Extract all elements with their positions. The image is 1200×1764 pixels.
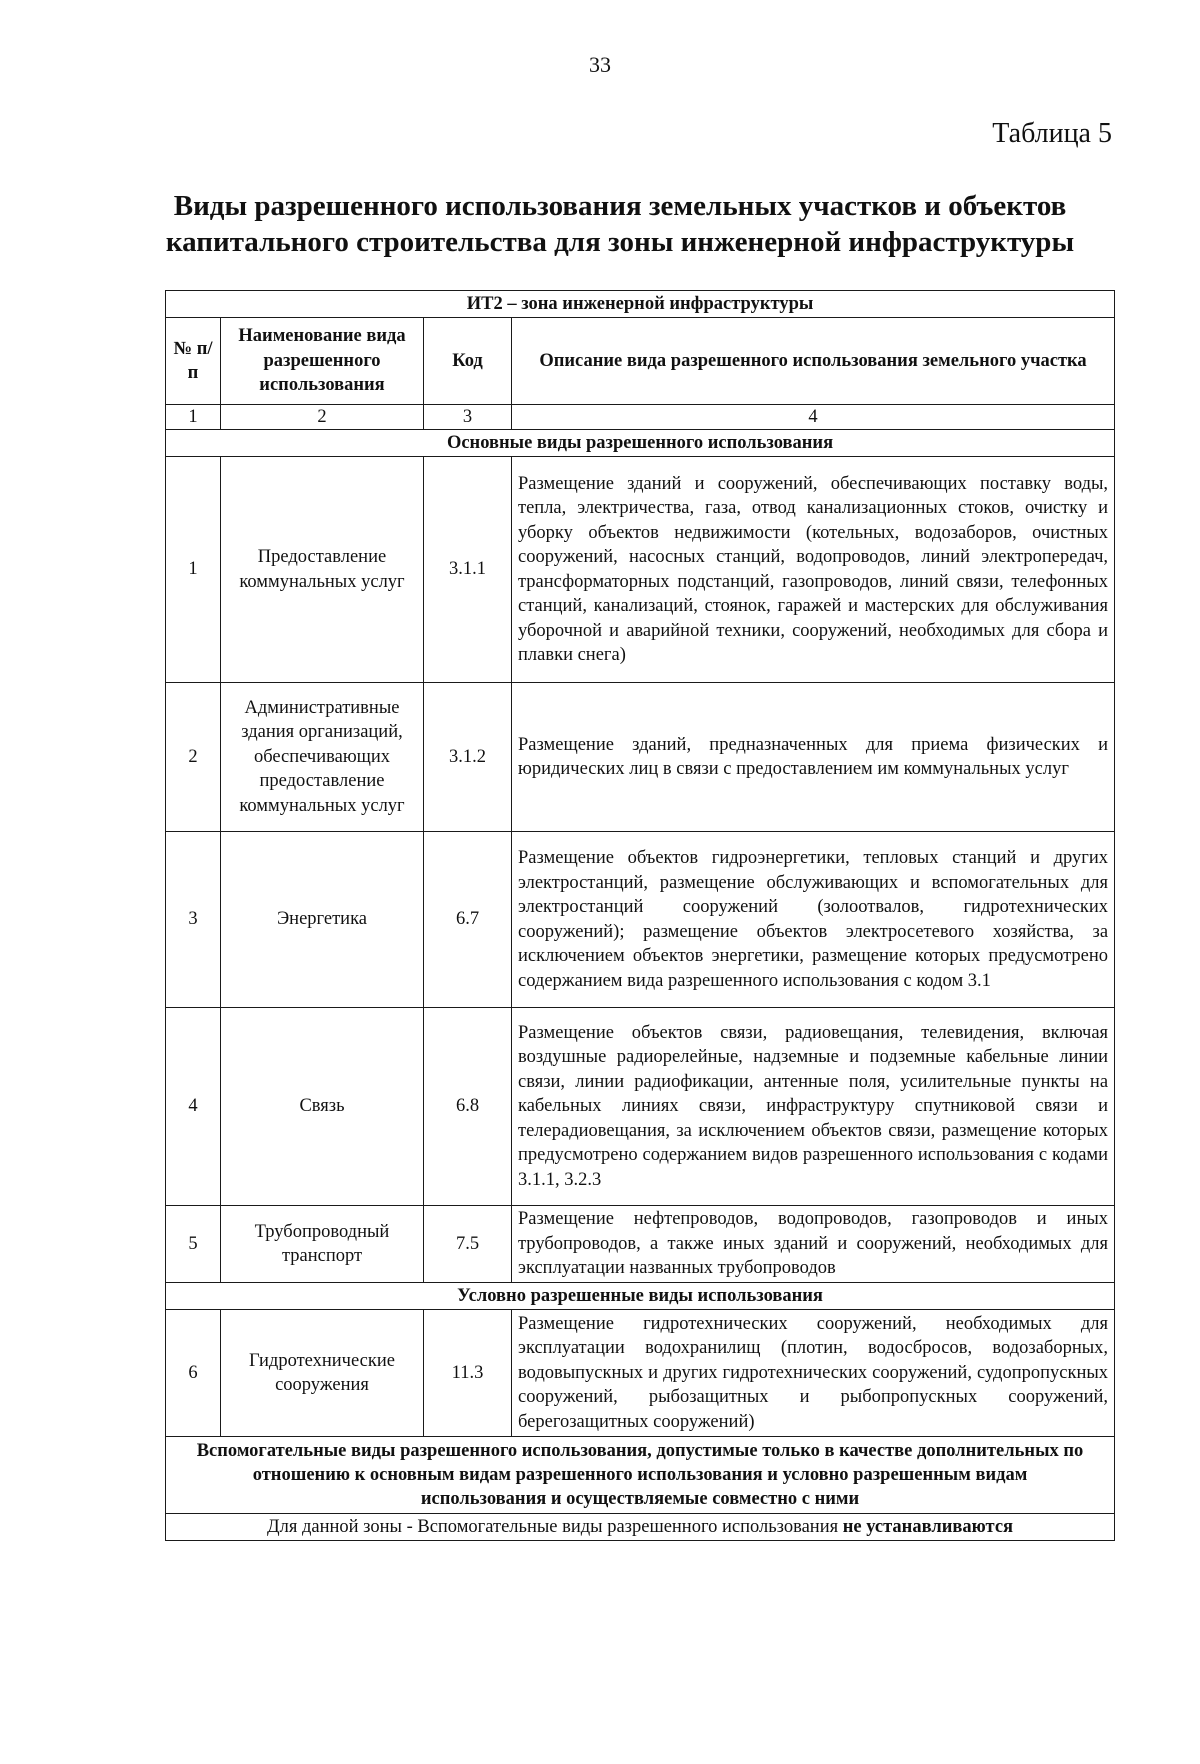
row-num: 6 [166,1310,221,1437]
row-num: 4 [166,1008,221,1206]
auxiliary-note-text: Для данной зоны - Вспомогательные виды разрешенного использования [266,1517,843,1537]
row-code: 3.1.1 [424,457,512,683]
table-row [166,683,1115,832]
row-code: 6.8 [424,1008,512,1206]
table-row [166,1310,1115,1437]
row-description: Размещение гидротехнических сооружений, необходимых для эксплуатации водохранилищ (плотин, водосбросов, водозаборных, водовыпускных и других гидротехнических сооружений, судопропускных сооружений, рыбозащитных и рыбопропускных сооружений, берегозащитных сооружений) [512,1310,1115,1437]
header-code: Код [424,318,512,405]
table-label: Таблица 5 [992,118,1112,149]
row-name: Энергетика [221,832,424,1008]
row-code: 6.7 [424,832,512,1008]
row-num: 5 [166,1206,221,1283]
row-num: 2 [166,683,221,832]
row-num: 3 [166,832,221,1008]
row-name: Гидротехнические сооружения [221,1310,424,1437]
auxiliary-note [166,1514,1115,1541]
section-main: Основные виды разрешенного использования [166,430,1115,457]
header-num: № п/п [166,318,221,405]
column-number: 2 [221,405,424,430]
table-row [166,1008,1115,1206]
title-line-2: капитального строительства для зоны инженерной инфраструктуры [165,226,1075,258]
row-name: Предоставление коммунальных услуг [221,457,424,683]
auxiliary-note-bold: не устанавливаются [842,1517,1014,1537]
header-name: Наименование вида разрешенного использования [221,318,424,405]
page-number: 33 [589,52,611,77]
column-number: 4 [512,405,1115,430]
row-description: Размещение нефтепроводов, водопроводов, газопроводов и иных трубопроводов, а также иных зданий и сооружений, необходимых для эксплуатации названных трубопроводов [512,1206,1115,1283]
row-name: Трубопроводный транспорт [221,1206,424,1283]
row-code: 11.3 [424,1310,512,1437]
row-num: 1 [166,457,221,683]
row-code: 7.5 [424,1206,512,1283]
table-row [166,832,1115,1008]
row-description: Размещение зданий и сооружений, обеспечивающих поставку воды, тепла, электричества, газа, отвод канализационных стоков, очистку и уборку объектов недвижимости (котельных, водозаборов, очистных сооружений, насосных станций, водопроводов, линий электропередач, трансформаторных подстанций, газопроводов, линий связи, телефонных станций, канализаций, стоянок, гаражей и мастерских для обслуживания уборочной и аварийной техники, сооружений, необходимых для сбора и плавки снега) [512,457,1115,683]
section-conditional: Условно разрешенные виды использования [166,1283,1115,1310]
column-number: 3 [424,405,512,430]
zone-title: ИТ2 – зона инженерной инфраструктуры [166,291,1115,318]
document-title [120,188,1120,260]
row-description: Размещение зданий, предназначенных для приема физических и юридических лиц в связи с предоставлением им коммунальных услуг [512,683,1115,832]
table-row [166,457,1115,683]
title-line-1: Виды разрешенного использования земельных участков и объектов [173,190,1067,222]
column-number: 1 [166,405,221,430]
table-row [166,1206,1115,1283]
row-name: Связь [221,1008,424,1206]
row-description: Размещение объектов гидроэнергетики, тепловых станций и других электростанций, размещение обслуживающих и вспомогательных для электростанций сооружений (золоотвалов, гидротехнических сооружений); размещение объектов электросетевого хозяйства, за исключением объектов энергетики, размещение которых предусмотрено содержанием вида разрешенного использования с кодом 3.1 [512,832,1115,1008]
header-description: Описание вида разрешенного использования земельного участка [512,318,1115,405]
section-auxiliary: Вспомогательные виды разрешенного использования, допустимые только в качестве дополнительных по отношению к основным видам разрешенного использования и условно разрешенным видам использования и осуществляемые совместно с ними [166,1437,1115,1514]
land-use-table [165,290,1115,1541]
row-name: Административные здания организаций, обеспечивающих предоставление коммунальных услуг [221,683,424,832]
row-description: Размещение объектов связи, радиовещания, телевидения, включая воздушные радиорелейные, надземные и подземные кабельные линии связи, линии радиофикации, антенные поля, усилительные пункты на кабельных линиях связи, инфраструктуру спутниковой связи и телерадиовещания, за исключением объектов связи, размещение которых предусмотрено содержанием видов разрешенного использования с кодами 3.1.1, 3.2.3 [512,1008,1115,1206]
row-code: 3.1.2 [424,683,512,832]
